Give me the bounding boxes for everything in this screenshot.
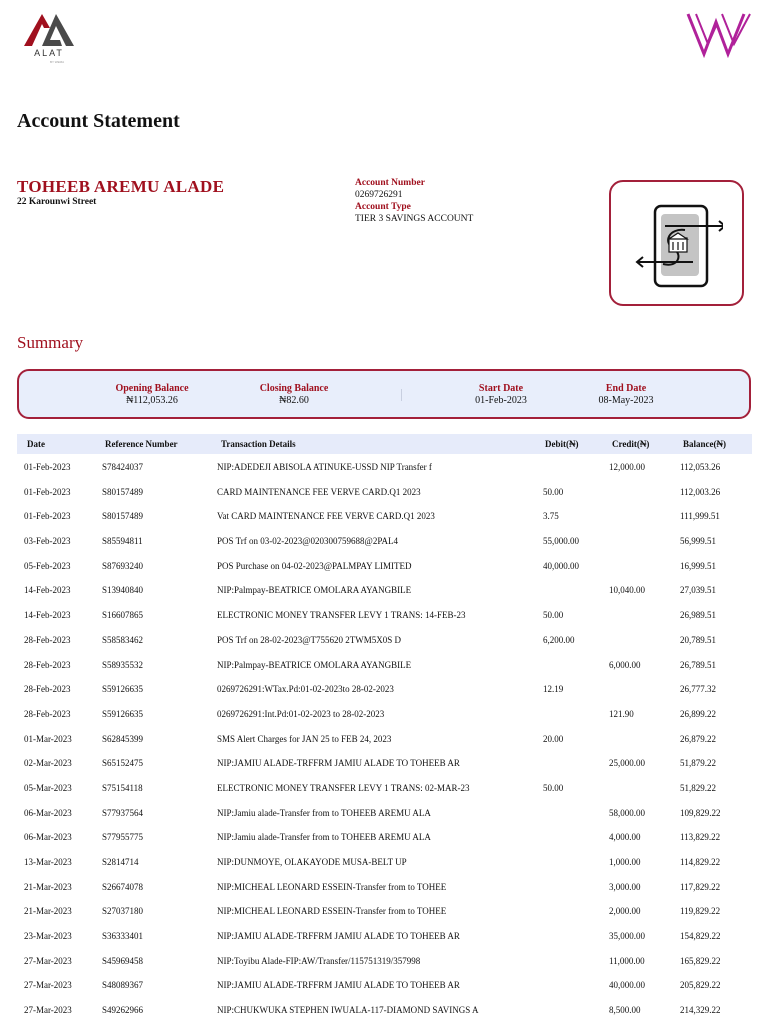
row-credit: 4,000.00 xyxy=(609,832,641,843)
row-reference: S49262966 xyxy=(102,1005,144,1016)
row-details: NIP:Jamiu alade-Transfer from to TOHEEB AREMU ALA xyxy=(217,832,431,843)
row-reference: S27037180 xyxy=(102,906,144,917)
row-details: NIP:MICHEAL LEONARD ESSEIN-Transfer from to TOHEE xyxy=(217,906,447,917)
wema-w-logo-icon xyxy=(686,10,752,58)
header-debit: Debit(₦) xyxy=(545,439,579,449)
row-details: NIP:JAMIU ALADE-TRFFRM JAMIU ALADE TO TOHEEB AR xyxy=(217,758,460,769)
row-details: 0269726291:Int.Pd:01-02-2023 to 28-02-2023 xyxy=(217,708,385,719)
row-details: NIP:Palmpay-BEATRICE OMOLARA AYANGBILE xyxy=(217,659,412,670)
row-debit: 50.00 xyxy=(543,610,564,621)
row-date: 28-Feb-2023 xyxy=(24,708,71,719)
account-number-label: Account Number xyxy=(355,178,425,188)
table-row xyxy=(17,504,752,529)
row-reference: S2814714 xyxy=(102,857,139,867)
header-details: Transaction Details xyxy=(221,439,296,449)
table-row xyxy=(17,653,752,678)
row-debit: 50.00 xyxy=(543,782,564,793)
row-reference: S16607865 xyxy=(102,610,144,621)
row-balance: 113,829.22 xyxy=(680,832,721,843)
table-row xyxy=(17,776,752,801)
row-details: CARD MAINTENANCE FEE VERVE CARD.Q1 2023 xyxy=(217,486,421,497)
start-date-label: Start Date xyxy=(478,383,524,394)
table-row xyxy=(17,949,752,974)
table-row xyxy=(17,899,752,924)
row-date: 01-Feb-2023 xyxy=(24,486,71,497)
closing-balance-value: ₦82.60 xyxy=(279,395,309,406)
row-balance: 16,999.51 xyxy=(680,560,716,571)
row-credit: 25,000.00 xyxy=(609,758,645,769)
row-balance: 26,899.22 xyxy=(680,708,716,719)
row-reference: S80157489 xyxy=(102,511,144,522)
alat-logo-text: ALAT xyxy=(34,48,64,58)
row-date: 06-Mar-2023 xyxy=(24,832,72,843)
row-date: 28-Feb-2023 xyxy=(24,659,71,670)
account-number-value: 0269726291 xyxy=(355,190,403,200)
table-row xyxy=(17,924,752,949)
row-credit: 1,000.00 xyxy=(609,857,641,867)
row-details: NIP:DUNMOYE, OLAKAYODE MUSA-BELT UP xyxy=(217,857,407,867)
alat-logo-mark-icon xyxy=(20,10,78,48)
row-date: 03-Feb-2023 xyxy=(24,536,71,547)
row-debit: 12.19 xyxy=(543,684,564,695)
row-details: POS Trf on 28-02-2023@T755620 2TWM5X0S D xyxy=(217,634,402,645)
table-row xyxy=(17,529,752,554)
transactions-header xyxy=(17,434,752,454)
row-balance: 26,789.51 xyxy=(680,659,716,670)
row-balance: 27,039.51 xyxy=(680,585,716,596)
row-balance: 111,999.51 xyxy=(680,511,720,522)
row-details: POS Trf on 03-02-2023@020300759688@2PAL4 xyxy=(217,536,399,547)
row-date: 23-Mar-2023 xyxy=(24,931,72,942)
row-reference: S65152475 xyxy=(102,758,144,769)
end-date-label: End Date xyxy=(605,383,647,394)
row-details: 0269726291:WTax.Pd:01-02-2023to 28-02-2023 xyxy=(217,684,394,695)
row-date: 05-Feb-2023 xyxy=(24,560,71,571)
row-reference: S36333401 xyxy=(102,931,144,942)
row-balance: 214,329.22 xyxy=(680,1005,721,1016)
row-balance: 114,829.22 xyxy=(680,857,721,867)
row-credit: 2,000.00 xyxy=(609,906,641,917)
row-balance: 51,879.22 xyxy=(680,758,716,769)
row-debit: 50.00 xyxy=(543,486,564,497)
row-reference: S78424037 xyxy=(102,462,144,472)
end-date-value: 08-May-2023 xyxy=(598,395,654,406)
row-details: NIP:MICHEAL LEONARD ESSEIN-Transfer from to TOHEE xyxy=(217,881,447,892)
row-date: 21-Mar-2023 xyxy=(24,881,72,892)
header-date: Date xyxy=(27,439,45,449)
row-balance: 26,989.51 xyxy=(680,610,716,621)
row-reference: S59126635 xyxy=(102,708,144,719)
row-debit: 55,000.00 xyxy=(543,536,579,547)
row-date: 05-Mar-2023 xyxy=(24,782,72,793)
row-debit: 6,200.00 xyxy=(543,634,575,645)
row-reference: S75154118 xyxy=(102,782,143,793)
table-row xyxy=(17,677,752,702)
row-date: 27-Mar-2023 xyxy=(24,1005,72,1016)
account-holder-address: 22 Karounwi Street xyxy=(17,197,97,207)
transactions-table xyxy=(17,455,752,1023)
opening-balance xyxy=(107,383,197,407)
row-balance: 112,053.26 xyxy=(680,462,721,472)
row-details: ELECTRONIC MONEY TRANSFER LEVY 1 TRANS: 14-FEB-23 xyxy=(217,610,466,621)
row-details: NIP:CHUKWUKA STEPHEN IWUALA-117-DIAMOND SAVINGS A xyxy=(217,1005,479,1016)
row-details: NIP:Toyibu Alade-FIP:AW/Transfer/115751319/357998 xyxy=(217,955,421,966)
table-row xyxy=(17,554,752,579)
row-debit: 3.75 xyxy=(543,511,559,522)
row-reference: S62845399 xyxy=(102,733,144,744)
row-date: 28-Feb-2023 xyxy=(24,684,71,695)
row-credit: 10,040.00 xyxy=(609,585,645,596)
row-reference: S87693240 xyxy=(102,560,144,571)
row-date: 14-Feb-2023 xyxy=(24,585,71,596)
row-credit: 40,000.00 xyxy=(609,980,645,991)
row-reference: S13940840 xyxy=(102,585,144,596)
account-holder-name: TOHEEB AREMU ALADE xyxy=(17,177,225,196)
row-details: NIP:Palmpay-BEATRICE OMOLARA AYANGBILE xyxy=(217,585,412,596)
row-date: 01-Feb-2023 xyxy=(24,462,71,472)
account-type-value: TIER 3 SAVINGS ACCOUNT xyxy=(355,214,474,224)
summary-heading: Summary xyxy=(17,333,84,352)
row-balance: 165,829.22 xyxy=(680,955,721,966)
row-reference: S58583462 xyxy=(102,634,144,645)
table-row xyxy=(17,751,752,776)
start-date-value: 01-Feb-2023 xyxy=(475,395,527,406)
start-date xyxy=(456,383,546,407)
row-balance: 112,003.26 xyxy=(680,486,721,497)
account-type-label: Account Type xyxy=(355,202,411,212)
row-date: 01-Feb-2023 xyxy=(24,511,71,522)
bank-transfer-icon xyxy=(635,202,723,288)
row-reference: S58935532 xyxy=(102,659,144,670)
row-date: 21-Mar-2023 xyxy=(24,906,72,917)
table-row xyxy=(17,578,752,603)
row-reference: S48089367 xyxy=(102,980,144,991)
bank-transfer-illustration xyxy=(609,180,744,306)
header-credit: Credit(₦) xyxy=(612,439,650,449)
table-row xyxy=(17,825,752,850)
row-details: ELECTRONIC MONEY TRANSFER LEVY 1 TRANS: 02-MAR-23 xyxy=(217,782,470,793)
alat-logo-subtext: BY WEMA xyxy=(50,60,65,64)
row-reference: S77937564 xyxy=(102,807,144,818)
table-row xyxy=(17,801,752,826)
end-date xyxy=(581,383,671,407)
table-row xyxy=(17,628,752,653)
row-balance: 154,829.22 xyxy=(680,931,721,942)
row-date: 06-Mar-2023 xyxy=(24,807,72,818)
row-date: 14-Feb-2023 xyxy=(24,610,71,621)
row-reference: S26674078 xyxy=(102,881,144,892)
closing-balance xyxy=(249,383,339,407)
row-details: SMS Alert Charges for JAN 25 to FEB 24, 2023 xyxy=(217,733,392,744)
row-balance: 51,829.22 xyxy=(680,782,716,793)
table-row xyxy=(17,702,752,727)
row-balance: 20,789.51 xyxy=(680,634,716,645)
table-row xyxy=(17,850,752,875)
summary-divider xyxy=(401,389,402,401)
row-reference: S45969458 xyxy=(102,955,144,966)
row-date: 13-Mar-2023 xyxy=(24,857,72,867)
alat-logo xyxy=(20,10,80,64)
row-credit: 6,000.00 xyxy=(609,659,641,670)
row-date: 01-Mar-2023 xyxy=(24,733,72,744)
row-balance: 56,999.51 xyxy=(680,536,716,547)
row-balance: 117,829.22 xyxy=(680,881,721,892)
row-credit: 11,000.00 xyxy=(609,955,645,966)
row-date: 02-Mar-2023 xyxy=(24,758,72,769)
row-reference: S80157489 xyxy=(102,486,144,497)
row-debit: 40,000.00 xyxy=(543,560,579,571)
table-row xyxy=(17,875,752,900)
header-reference: Reference Number xyxy=(105,439,178,449)
row-details: NIP:ADEDEJI ABISOLA ATINUKE-USSD NIP Transfer f xyxy=(217,462,432,472)
table-row xyxy=(17,998,752,1023)
row-details: NIP:JAMIU ALADE-TRFFRM JAMIU ALADE TO TOHEEB AR xyxy=(217,980,460,991)
summary-box xyxy=(17,369,751,419)
row-details: NIP:Jamiu alade-Transfer from to TOHEEB AREMU ALA xyxy=(217,807,431,818)
row-reference: S85594811 xyxy=(102,536,143,547)
row-date: 28-Feb-2023 xyxy=(24,634,71,645)
row-reference: S59126635 xyxy=(102,684,144,695)
row-balance: 119,829.22 xyxy=(680,906,721,917)
account-info xyxy=(355,177,473,225)
row-balance: 26,777.32 xyxy=(680,684,716,695)
closing-balance-label: Closing Balance xyxy=(259,383,329,394)
table-row xyxy=(17,973,752,998)
row-balance: 26,879.22 xyxy=(680,733,716,744)
row-balance: 205,829.22 xyxy=(680,980,721,991)
opening-balance-value: ₦112,053.26 xyxy=(126,395,178,406)
row-details: Vat CARD MAINTENANCE FEE VERVE CARD.Q1 2023 xyxy=(217,511,435,522)
row-credit: 121.90 xyxy=(609,708,634,719)
row-credit: 58,000.00 xyxy=(609,807,645,818)
row-details: POS Purchase on 04-02-2023@PALMPAY LIMITED xyxy=(217,560,412,571)
row-credit: 3,000.00 xyxy=(609,881,641,892)
row-balance: 109,829.22 xyxy=(680,807,721,818)
row-date: 27-Mar-2023 xyxy=(24,955,72,966)
page-title: Account Statement xyxy=(17,110,180,132)
row-credit: 8,500.00 xyxy=(609,1005,641,1016)
row-credit: 35,000.00 xyxy=(609,931,645,942)
row-date: 27-Mar-2023 xyxy=(24,980,72,991)
row-reference: S77955775 xyxy=(102,832,144,843)
row-debit: 20.00 xyxy=(543,733,564,744)
header-balance: Balance(₦) xyxy=(683,439,726,449)
table-row xyxy=(17,603,752,628)
table-row xyxy=(17,480,752,505)
opening-balance-label: Opening Balance xyxy=(115,383,189,394)
row-credit: 12,000.00 xyxy=(609,462,645,472)
table-row xyxy=(17,727,752,752)
table-row xyxy=(17,455,752,480)
row-details: NIP:JAMIU ALADE-TRFFRM JAMIU ALADE TO TOHEEB AR xyxy=(217,931,460,942)
